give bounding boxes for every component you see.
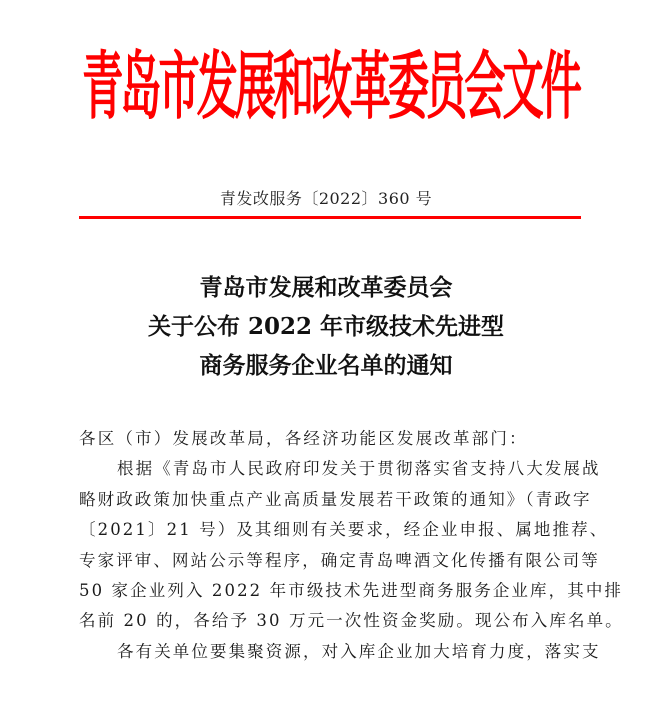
title-line-3: 商务服务企业名单的通知 bbox=[199, 352, 453, 379]
paragraph-2 bbox=[79, 637, 601, 667]
salutation: 各区（市）发展改革局，各经济功能区发展改革部门： bbox=[79, 429, 528, 448]
paragraph-line: 各有关单位要集聚资源，对入库企业加大培育力度，落实支 bbox=[117, 641, 601, 661]
masthead-title: 青岛市发展和改革委员会文件 bbox=[81, 44, 579, 129]
paragraph-line: 名前 20 的，各给予 30 万元一次性资金奖励。现公布入库名单。 bbox=[79, 611, 624, 631]
paragraph-1 bbox=[79, 454, 624, 636]
red-divider-line bbox=[79, 216, 581, 219]
paragraph-line: 〔2021〕21 号）及其细则有关要求，经企业申报、属地推荐、 bbox=[79, 520, 609, 540]
masthead bbox=[78, 44, 582, 130]
paragraph-line: 专家评审、网站公示等程序，确定青岛啤酒文化传播有限公司等 bbox=[79, 550, 600, 570]
document-number: 青发改服务〔2022〕360 号 bbox=[219, 189, 433, 208]
document-body bbox=[79, 424, 624, 667]
title-line-1: 青岛市发展和改革委员会 bbox=[199, 274, 453, 301]
paragraph-line: 50 家企业列入 2022 年市级技术先进型商务服务企业库，其中排 bbox=[79, 581, 624, 601]
paragraph-line: 根据《青岛市人民政府印发关于贯彻落实省支持八大发展战 bbox=[117, 459, 601, 479]
paragraph-line: 略财政政策加快重点产业高质量发展若干政策的通知》（青政字 bbox=[79, 489, 592, 509]
document-title bbox=[0, 268, 652, 385]
title-line-2: 关于公布 2022 年市级技术先进型 bbox=[147, 313, 505, 340]
